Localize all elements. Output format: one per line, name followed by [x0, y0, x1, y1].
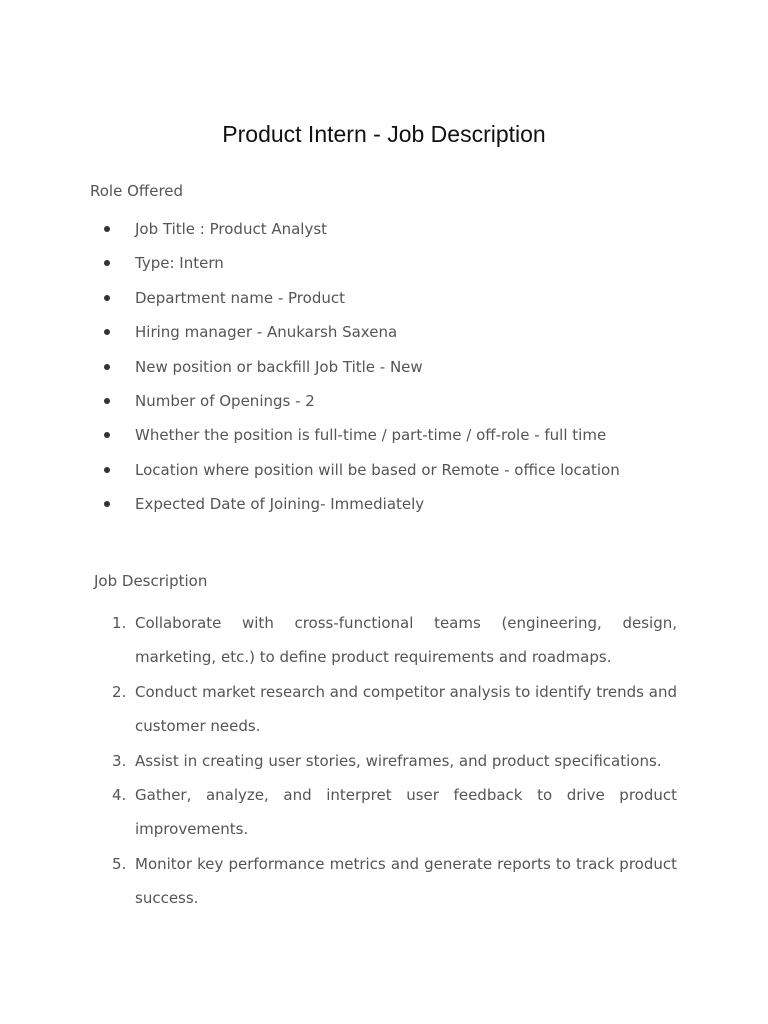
list-item-text: Number of Openings - 2 [135, 391, 315, 410]
list-item [0, 606, 768, 675]
bullet-icon [104, 260, 110, 266]
list-item-text: Department name - Product [135, 288, 345, 307]
page-title: Product Intern - Job Description [222, 121, 546, 147]
list-item-text: Whether the position is full-time / part-time / off-role - full time [135, 426, 607, 445]
list-item [0, 492, 768, 526]
list-item-text: Hiring manager - Anukarsh Saxena [135, 323, 398, 342]
list-item [0, 217, 768, 251]
list-item [0, 847, 768, 916]
list-number: 1. [112, 614, 127, 632]
list-item [0, 389, 768, 423]
list-item-text: Conduct market research and competitor analysis to identify trends and customer needs. [135, 682, 677, 736]
list-item-text: Type: Intern [135, 254, 224, 273]
bullet-icon [104, 432, 110, 438]
list-number: 5. [112, 854, 127, 873]
role-offered-heading: Role Offered [90, 182, 184, 200]
bullet-icon [104, 467, 110, 473]
list-item-text: Job Title : Product Analyst [135, 220, 328, 238]
list-item-text: Expected Date of Joining- Immediately [135, 495, 425, 514]
bullet-icon [104, 501, 110, 507]
list-item-text: Location where position will be based or Remote - office location [135, 460, 620, 479]
job-description-list [0, 606, 768, 916]
role-details-list [0, 217, 768, 527]
bullet-icon [104, 364, 110, 370]
bullet-icon [104, 295, 110, 301]
list-item-text: Gather, analyze, and interpret user feedback to drive product improvements. [135, 786, 677, 839]
list-item [0, 251, 768, 285]
list-item-text: Monitor key performance metrics and generate reports to track product success. [135, 854, 677, 908]
list-number: 4. [112, 786, 127, 805]
list-item [0, 458, 768, 492]
list-item-text: Collaborate with cross-functional teams (engineering, design, marketing, etc.) to define product requirements and roadmaps. [135, 614, 677, 667]
list-item [0, 286, 768, 320]
list-item [0, 423, 768, 457]
bullet-icon [104, 329, 110, 335]
list-item-text: New position or backfill Job Title - New [135, 357, 423, 376]
list-number: 2. [112, 682, 127, 701]
bullet-icon [104, 398, 110, 404]
list-item [0, 320, 768, 354]
bullet-icon [104, 226, 110, 232]
list-number: 3. [112, 751, 127, 770]
list-item [0, 675, 768, 744]
list-item [0, 744, 768, 778]
list-item-text: Assist in creating user stories, wireframes, and product specifications. [135, 751, 662, 770]
job-description-heading: Job Description [94, 572, 208, 590]
list-item [0, 355, 768, 389]
list-item [0, 778, 768, 847]
